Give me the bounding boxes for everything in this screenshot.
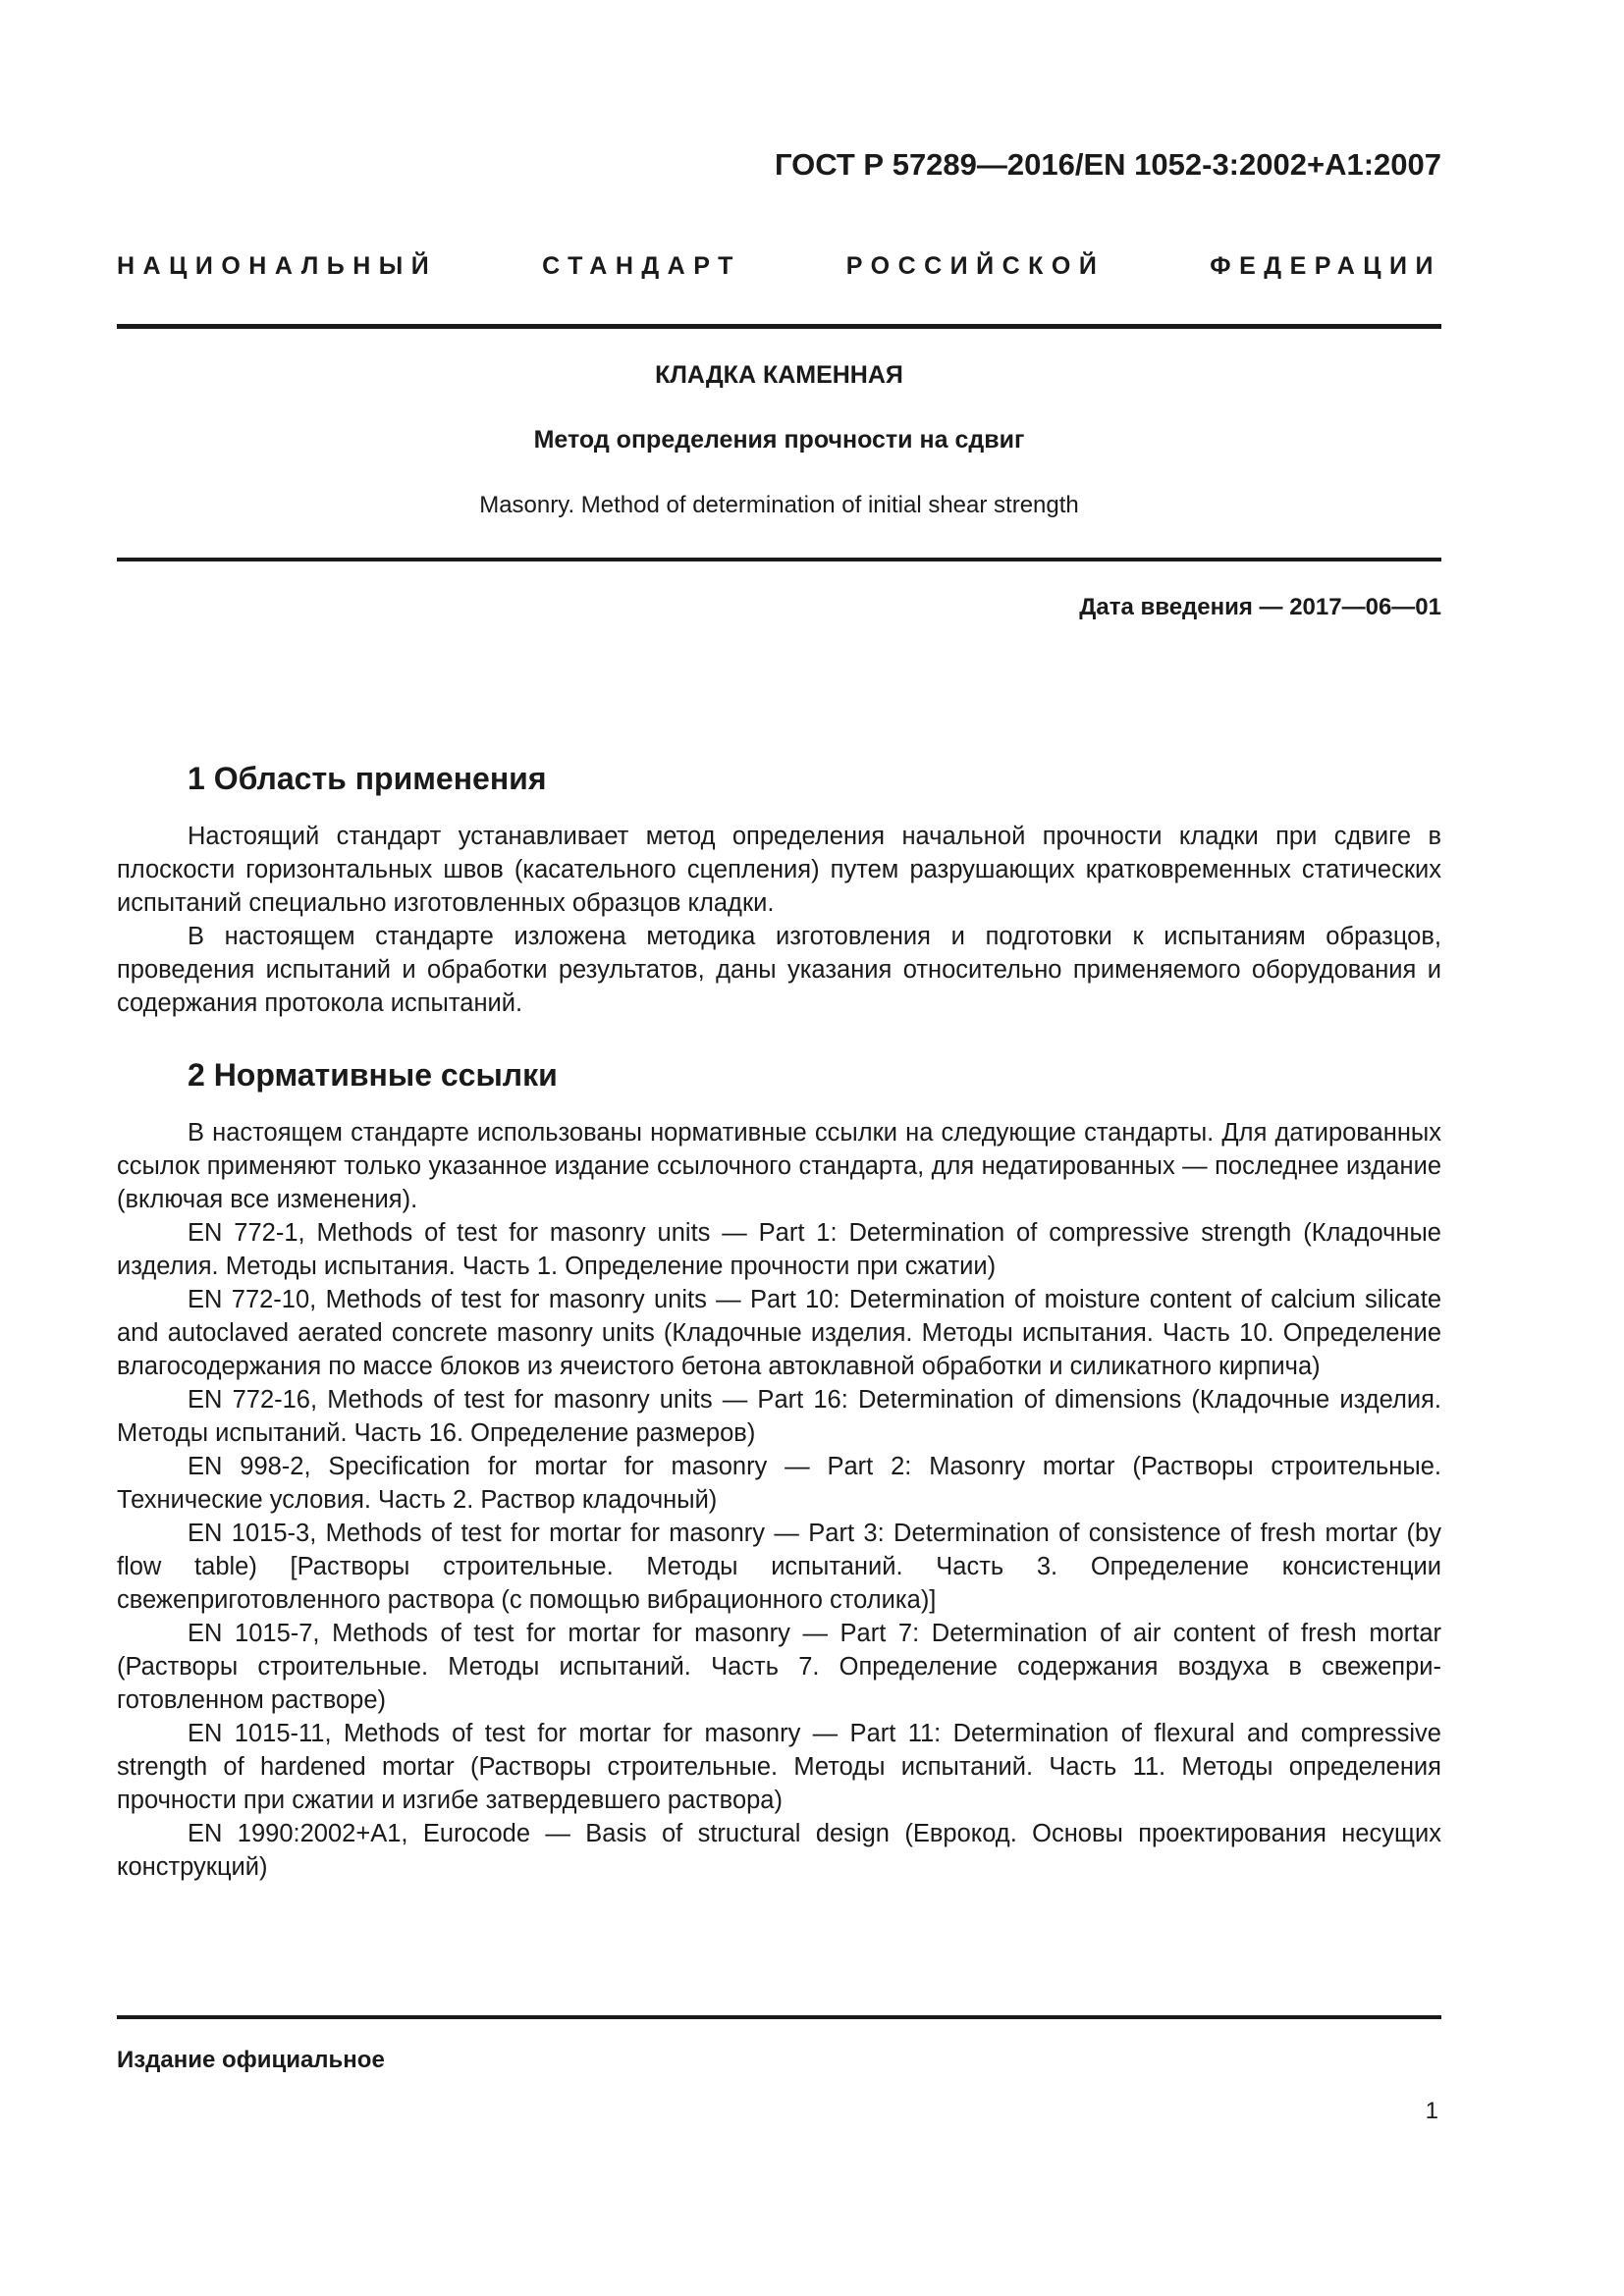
header-divider xyxy=(117,324,1441,329)
reference-item: EN 1015-7, Methods of test for mortar for masonry — Part 7: Determination of air content of fresh mortar (Растворы строительные. Методы испытаний. Часть 7. Определение содержания воздуха в свежеприготовленном растворе) xyxy=(117,1620,1441,1714)
document-body xyxy=(117,759,1441,1884)
document-title: КЛАДКА КАМЕННАЯ xyxy=(655,361,903,389)
paragraph: Настоящий стандарт устанавливает метод определения начальной прочности кладки при сдвиге в плоскости горизонтальных швов (касательного сцепления) путем разрушающих кратковременных статических испытаний специально изготовленных образцов кладки. xyxy=(117,823,1441,917)
paragraph: В настоящем стандарте использованы нормативные ссылки на следующие стандарты. Для датированных ссылок применяют только указанное издание ссылочного стандарта, для недатированных — последнее издание (включая все изменения). xyxy=(117,1119,1441,1213)
page-number: 1 xyxy=(1425,2098,1438,2124)
reference-item: EN 772-10, Methods of test for masonry units — Part 10: Determination of moisture content of calcium silicate and autoclaved aerated concrete masonry units (Кладочные изделия. Методы испытания. Часть 10. Определение влагосодержания по массе блоков из ячеистого бетона автоклавной обработки и силикатного кирпича) xyxy=(117,1286,1441,1380)
standard-code: ГОСТ Р 57289—2016/EN 1052-3:2002+A1:2007 xyxy=(774,147,1441,182)
reference-item: EN 772-1, Methods of test for masonry units — Part 1: Determination of compressive strength (Кладочные изделия. Методы испытания. Часть 1. Определение прочности при сжатии) xyxy=(117,1219,1441,1280)
title-divider xyxy=(117,558,1441,561)
section-normative-references xyxy=(117,1055,1441,1884)
section-heading: 1 Область применения xyxy=(188,761,547,796)
english-title: Masonry. Method of determination of initial shear strength xyxy=(479,492,1079,518)
edition-label: Издание официальное xyxy=(117,2047,385,2073)
reference-item: EN 772-16, Methods of test for masonry units — Part 16: Determination of dimensions (Кладочные изделия. Методы испытаний. Часть 16. Определение размеров) xyxy=(117,1386,1441,1447)
reference-item: EN 1015-3, Methods of test for mortar for masonry — Part 3: Determination of consistence of fresh mortar (by flow table) [Растворы строительные. Методы испытаний. Часть 3. Определение консистенции свежеприготовленного раствора (с помощью вибрационного столика)] xyxy=(117,1520,1441,1614)
reference-item: EN 998-2, Specification for mortar for masonry — Part 2: Masonry mortar (Растворы строительные. Технические условия. Часть 2. Раствор кладочный) xyxy=(117,1453,1441,1514)
section-heading: 2 Нормативные ссылки xyxy=(188,1057,558,1093)
reference-item: EN 1015-11, Methods of test for mortar for masonry — Part 11: Determination of flexural and compressive strength of hardened mortar (Растворы строительные. Методы испытаний. Часть 11. Методы определения прочности при сжатии и изгибе затвердевшего раствора) xyxy=(117,1720,1441,1814)
national-standard-banner: НАЦИОНАЛЬНЫЙ СТАНДАРТ РОССИЙСКОЙ ФЕДЕРАЦИИ xyxy=(117,252,1441,280)
footer-divider xyxy=(117,2015,1441,2019)
paragraph: В настоящем стандарте изложена методика изготовления и подготовки к испытаниям образцов, проведения испытаний и обработки результатов, даны указания относительно применяемого оборудования и содержания протокола испытаний. xyxy=(117,923,1441,1017)
intro-date: Дата введения — 2017—06—01 xyxy=(1079,594,1441,620)
document-subtitle: Метод определения прочности на сдвиг xyxy=(533,426,1025,454)
section-scope xyxy=(117,759,1441,1020)
reference-item: EN 1990:2002+A1, Eurocode — Basis of structural design (Еврокод. Основы проектирования несущих конструкций) xyxy=(117,1820,1441,1881)
